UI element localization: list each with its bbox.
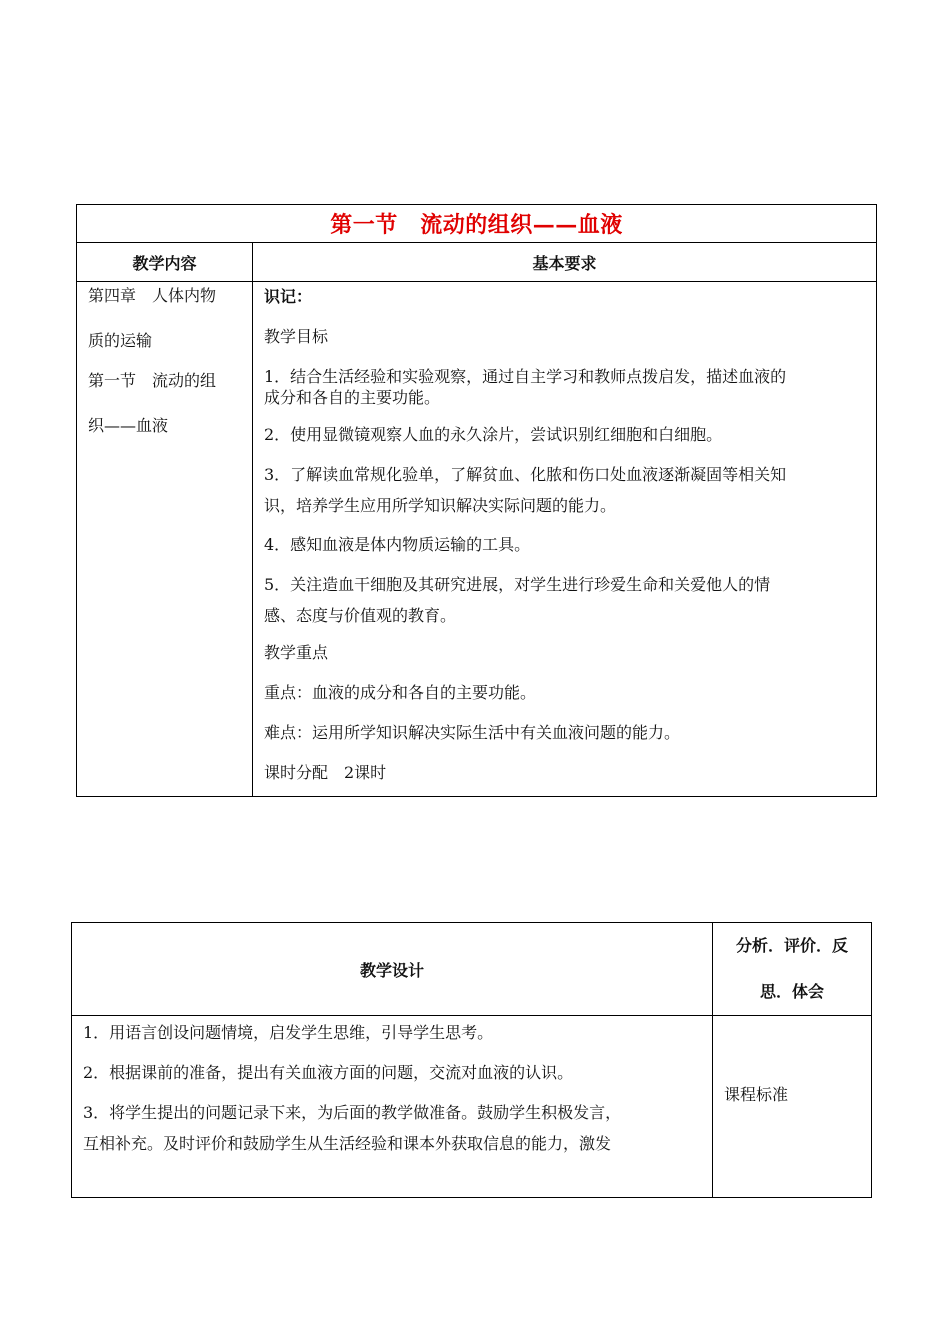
- design-item-2: 2．根据课前的准备，提出有关血液方面的问题，交流对血液的认识。: [83, 1063, 574, 1082]
- content-line: 质的运输: [88, 331, 153, 350]
- content-line: 第一节 流动的组: [88, 371, 217, 390]
- goal-1-line-a: 1．结合生活经验和实验观察，通过自主学习和教师点拨启发，描述血液的: [264, 367, 787, 386]
- design-item-3-line-b: 互相补充。及时评价和鼓励学生从生活经验和课本外获取信息的能力，激发: [83, 1134, 612, 1153]
- focus-heading: 教学重点: [264, 643, 329, 662]
- header-teaching-content: 教学内容: [77, 243, 253, 282]
- goal-5-line-a: 5．关注造血干细胞及其研究进展，对学生进行珍爱生命和关爱他人的情: [264, 575, 771, 594]
- goal-4: 4．感知血液是体内物质运输的工具。: [264, 535, 531, 554]
- goal-3-line-b: 识，培养学生应用所学知识解决实际问题的能力。: [264, 496, 617, 515]
- header-analysis-reflection: [713, 923, 872, 1016]
- key-point: 重点：血液的成分和各自的主要功能。: [264, 683, 537, 702]
- goal-5-line-b: 感、态度与价值观的教育。: [264, 606, 457, 625]
- content-line: 第四章 人体内物: [88, 286, 217, 305]
- teaching-content-cell: [77, 282, 253, 797]
- content-line: 织——血液: [88, 416, 169, 435]
- reflection-cell: [713, 1016, 872, 1198]
- header-analysis-line-a: 分析．评价．反: [735, 936, 848, 955]
- teaching-design-table: [71, 922, 872, 1198]
- header-teaching-design: 教学设计: [72, 923, 713, 1016]
- class-hours: 课时分配 2课时: [264, 763, 387, 782]
- section-label: 识记：: [264, 287, 313, 306]
- header-basic-requirements: 基本要求: [253, 243, 877, 282]
- design-item-3-line-a: 3．将学生提出的问题记录下来，为后面的教学做准备。鼓励学生积极发言，: [83, 1103, 622, 1122]
- goal-1-line-b: 成分和各自的主要功能。: [264, 388, 441, 407]
- goal-2: 2．使用显微镜观察人血的永久涂片，尝试识别红细胞和白细胞。: [264, 425, 723, 444]
- design-item-1: 1．用语言创设问题情境，启发学生思维，引导学生思考。: [83, 1023, 494, 1042]
- curriculum-standard-note: 课程标准: [724, 1085, 789, 1104]
- teaching-design-cell: [72, 1016, 713, 1198]
- goal-3-line-a: 3．了解读血常规化验单，了解贫血、化脓和伤口处血液逐渐凝固等相关知: [264, 465, 787, 484]
- requirements-cell: [253, 282, 877, 797]
- lesson-objectives-table: [76, 204, 877, 797]
- section-title: 第一节 流动的组织——血液: [77, 205, 877, 243]
- design-item-3: [83, 1102, 702, 1184]
- header-analysis-line-b: 思．体会: [759, 982, 824, 1001]
- difficulty-point: 难点：运用所学知识解决实际生活中有关血液问题的能力。: [264, 723, 681, 742]
- goals-heading: 教学目标: [264, 327, 329, 346]
